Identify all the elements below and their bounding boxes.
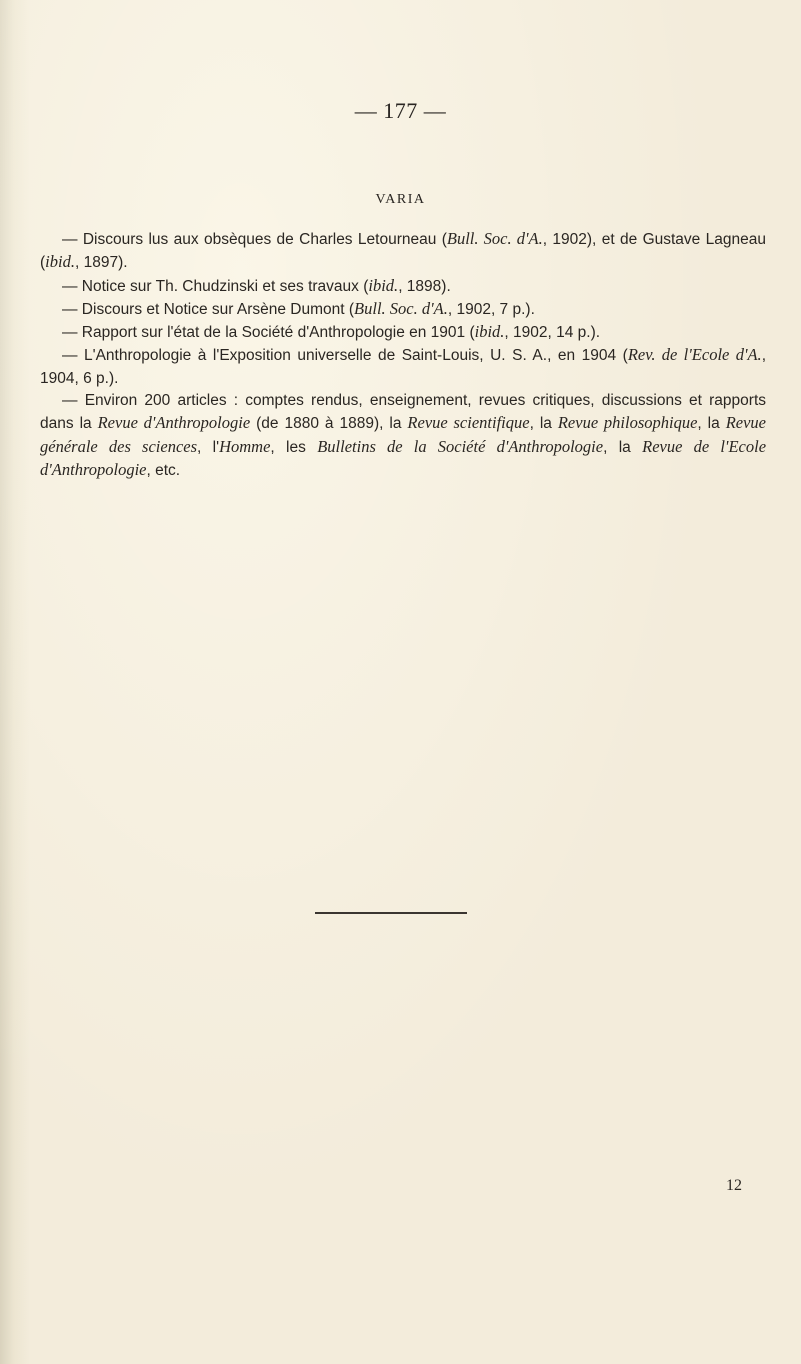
bibliography-entry: — Rapport sur l'état de la Société d'Anthropologie en 1901 (ibid., 1902, 14 p.). xyxy=(62,322,601,342)
bibliography-entry: — Environ 200 articles : comptes rendus, enseignement, revues critiques, discussions et rapports dans la Revue d'Anthropologie (de 1880 à 1889), la Revue scientifique, la Revue philosophique, la Revue générale des sciences, l'Homme, les Bulletins de la Société d'Anthropologie, la Revue de l'Ecole d'Anthropologie, etc. xyxy=(40,392,767,479)
section-divider xyxy=(315,912,467,914)
section-title: VARIA xyxy=(375,192,426,207)
signature-mark: 12 xyxy=(726,1177,742,1194)
bibliography-entry: — Notice sur Th. Chudzinski et ses travaux (ibid., 1898). xyxy=(62,275,451,295)
bibliography-entry: — Discours lus aux obsèques de Charles Letourneau (Bull. Soc. d'A., 1902), et de Gustave Lagneau (ibid., 1897). xyxy=(40,229,766,272)
bibliography-entry: — L'Anthropologie à l'Exposition universelle de Saint-Louis, U. S. A., en 1904 (Rev. de l'Ecole d'A., 1904, 6 p.). xyxy=(40,345,766,387)
bibliography-entry: — Discours et Notice sur Arsène Dumont (Bull. Soc. d'A., 1902, 7 p.). xyxy=(62,298,535,318)
page-number: — 177 — xyxy=(354,98,447,123)
bibliography-list xyxy=(40,228,766,482)
